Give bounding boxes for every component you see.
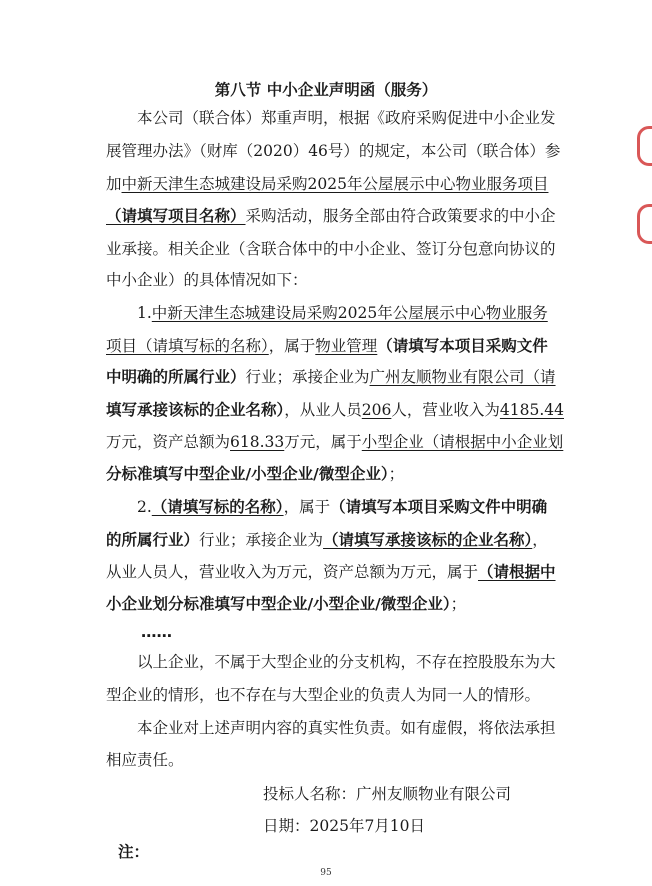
ellipsis: …… bbox=[141, 623, 172, 641]
para1-line2: 展管理办法》（财库（2020）46号）的规定，本公司（联合体）参 bbox=[106, 142, 561, 160]
item1-line1: 1.中新天津生态城建设局采购2025年公屋展示中心物业服务 bbox=[137, 304, 548, 322]
seal-mark-top bbox=[637, 126, 652, 166]
para1-line4: （请填写项目名称）采购活动，服务全部由符合政策要求的中小企 bbox=[106, 207, 556, 225]
item1-assets: 618.33 bbox=[230, 433, 285, 451]
item1-company: 广州友顺物业有限公司（请 bbox=[369, 368, 556, 386]
para3-line1: 以上企业，不属于大型企业的分支机构，不存在控股股东为大 bbox=[137, 653, 556, 671]
item1-employees: 206 bbox=[361, 401, 392, 419]
para3-line2: 型企业的情形，也不存在与大型企业的负责人为同一人的情形。 bbox=[106, 686, 541, 704]
item1-line2: 项目（请填写标的名称），属于物业管理（请填写本项目采购文件 bbox=[106, 337, 548, 355]
project-name: 中新天津生态城建设局采购2025年公屋展示中心物业服务项目 bbox=[121, 175, 549, 193]
para1-line6: 中小企业）的具体情况如下： bbox=[106, 271, 308, 289]
bidder-name: 投标人名称：广州友顺物业有限公司 bbox=[263, 785, 512, 803]
sign-date: 日期：2025年7月10日 bbox=[263, 817, 426, 835]
para1-line5: 业承接。相关企业（含联合体中的中小企业、签订分包意向协议的 bbox=[106, 240, 556, 258]
item1-line3: 中明确的所属行业）行业；承接企业为广州友顺物业有限公司（请 bbox=[106, 368, 556, 386]
item2-line4: 小企业划分标准填写中型企业/小型企业/微型企业）； bbox=[106, 595, 467, 613]
item1-company-size: 小型企业（请根据中小企业划 bbox=[361, 433, 564, 451]
item1-line6: 分标准填写中型企业/小型企业/微型企业）； bbox=[106, 465, 405, 483]
item1-line5: 万元，资产总额为618.33万元，属于小型企业（请根据中小企业划 bbox=[106, 433, 564, 451]
para4-line2: 相应责任。 bbox=[106, 751, 184, 769]
section-title: 第八节 中小企业声明函（服务） bbox=[214, 81, 438, 99]
page-number: 95 bbox=[320, 868, 332, 878]
item1-subject: 中新天津生态城建设局采购2025年公屋展示中心物业服务 bbox=[151, 304, 548, 322]
project-name-hint: （请填写项目名称） bbox=[106, 207, 246, 225]
seal-mark-bottom bbox=[637, 204, 652, 244]
para4-line1: 本企业对上述声明内容的真实性负责。如有虚假，将依法承担 bbox=[137, 719, 556, 737]
item2-line3: 从业人员人，营业收入为万元，资产总额为万元，属于（请根据中 bbox=[106, 563, 556, 581]
para1-line1: 本公司（联合体）郑重声明，根据《政府采购促进中小企业发 bbox=[137, 109, 556, 127]
item2-line2: 的所属行业）行业；承接企业为（请填写承接该标的企业名称）， bbox=[106, 531, 548, 549]
item2-line1: 2.（请填写标的名称），属于（请填写本项目采购文件中明确 bbox=[137, 498, 548, 516]
item1-revenue: 4185.44 bbox=[499, 401, 564, 419]
item1-line4: 填写承接该标的企业名称），从业人员206人，营业收入为4185.44 bbox=[106, 401, 564, 419]
item1-industry: 物业管理 bbox=[315, 337, 378, 355]
para1-line3: 加中新天津生态城建设局采购2025年公屋展示中心物业服务项目 bbox=[106, 175, 549, 193]
note-label: 注： bbox=[118, 843, 150, 861]
